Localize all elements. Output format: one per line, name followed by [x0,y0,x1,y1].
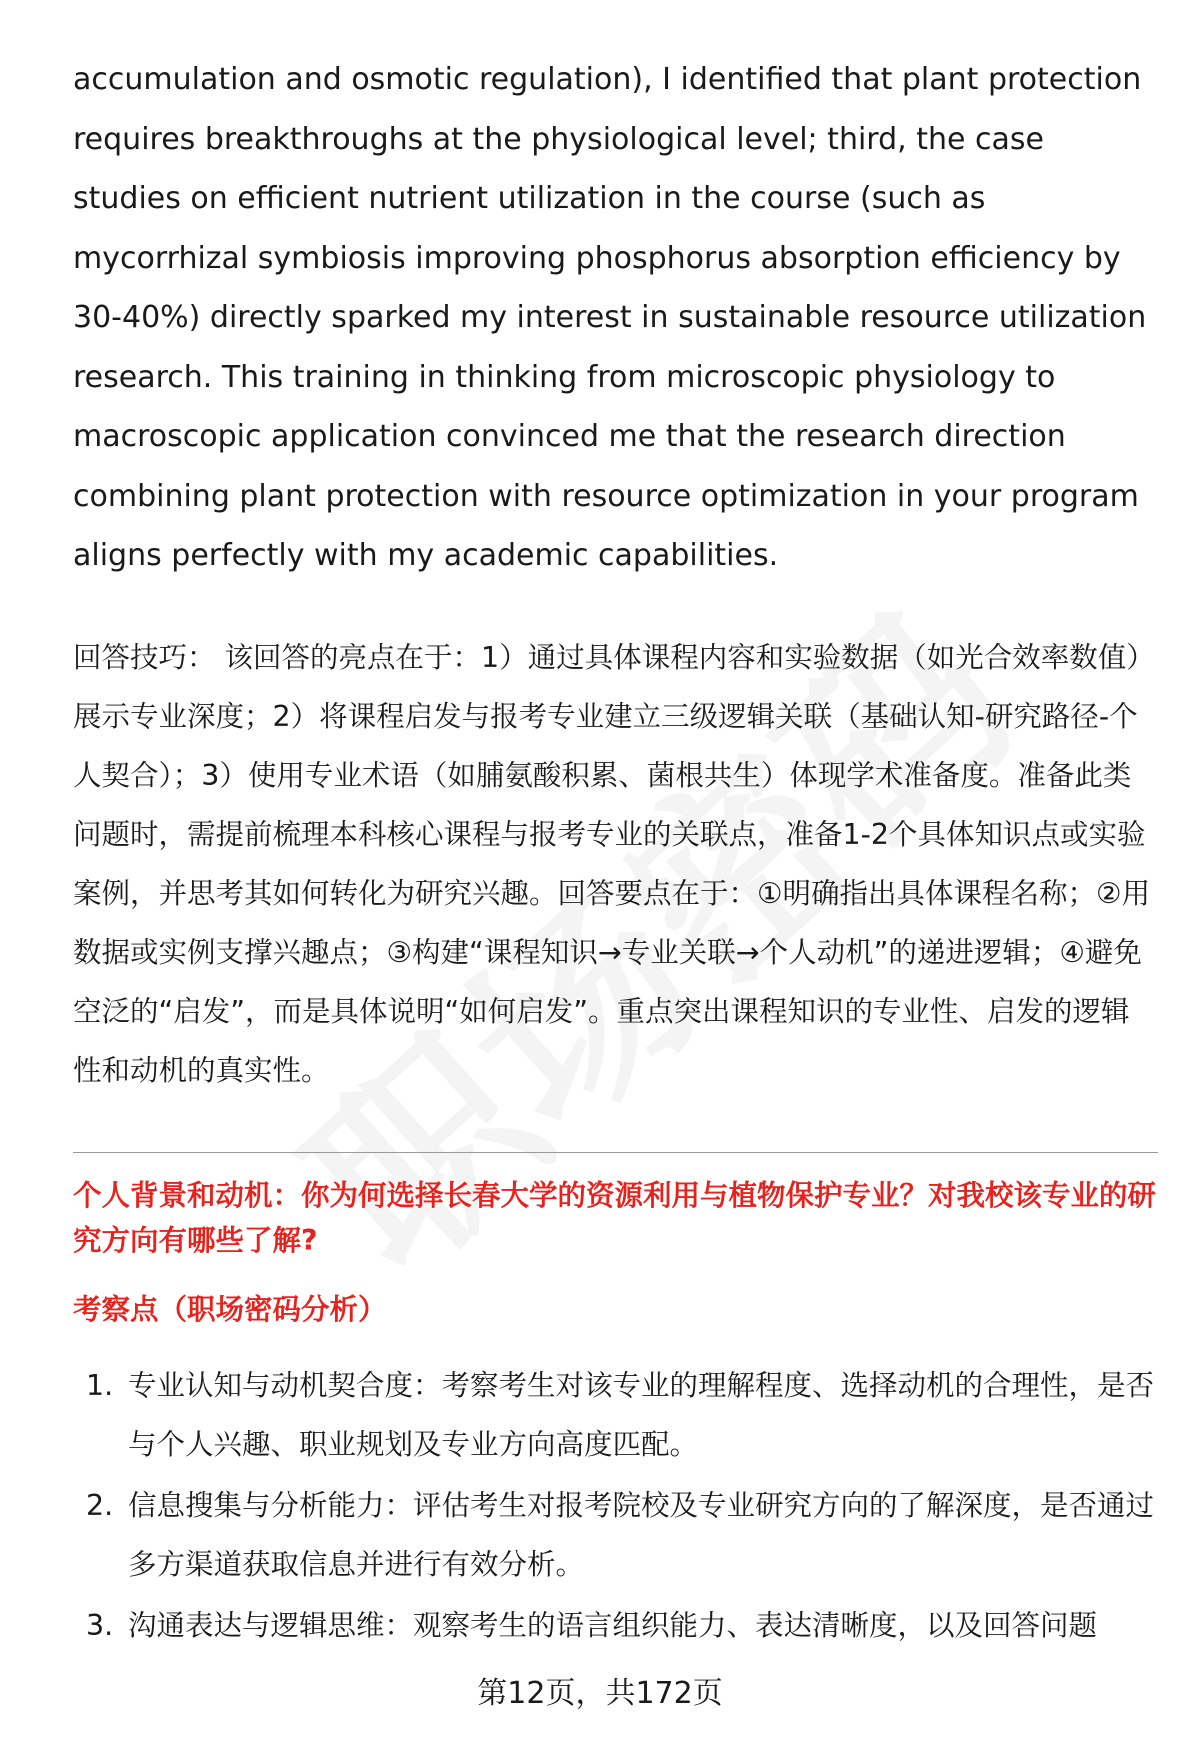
analysis-points-list [73,1356,1158,1655]
list-item-text: 沟通表达与逻辑思维：观察考生的语言组织能力、表达清晰度，以及回答问题 [128,1608,1098,1642]
list-item-text: 信息搜集与分析能力：评估考生对报考院校及专业研究方向的了解深度，是否通过多方渠道获取信息并进行有效分析。 [128,1488,1155,1581]
list-item-text: 专业认知与动机契合度：考察考生对该专业的理解程度、选择动机的合理性，是否与个人兴趣、职业规划及专业方向高度匹配。 [128,1368,1155,1461]
section-divider [73,1152,1158,1153]
answer-tip-paragraph: 回答技巧： 该回答的亮点在于：1）通过具体课程内容和实验数据（如光合效率数值）展示专业深度；2）将课程启发与报考专业建立三级逻辑关联（基础认知-研究路径-个人契合）；3）使用专业术语（如脯氨酸积累、菌根共生）体现学术准备度。准备此类问题时，需提前梳理本科核心课程与报考专业的关联点，准备1-2个具体知识点或实验案例，并思考其如何转化为研究兴趣。回答要点在于：①明确指出具体课程名称；②用数据或实例支撑兴趣点；③构建“课程知识→专业关联→个人动机”的递进逻辑；④避免空泛的“启发”，而是具体说明“如何启发”。重点突出课程知识的专业性、启发的逻辑性和动机的真实性。 [73,640,1155,1087]
english-paragraph: accumulation and osmotic regulation), I identified that plant protection requires breakthroughs at the physiological level; third, the case studies on efficient nutrient utilization in the course (such as mycorrhizal symbiosis improving phosphorus absorption efficiency by 30-40%) directly sparked my interest in sustainable resource utilization research. This training in thinking from microscopic physiology to macroscopic application convinced me that the research direction combining plant protection with resource optimization in your program aligns perfectly with my academic capabilities. [73,62,1147,573]
question-heading: 个人背景和动机：你为何选择长春大学的资源利用与植物保护专业？对我校该专业的研究方向有哪些了解? [73,1178,1157,1257]
list-item [73,1476,1158,1594]
list-item-number: 1. [86,1368,114,1402]
list-item [73,1356,1158,1474]
list-item [73,1596,1158,1655]
document-page [73,50,1158,1657]
list-item-number: 3. [86,1608,114,1642]
list-item-number: 2. [86,1488,114,1522]
analysis-heading: 考察点（职场密码分析） [73,1292,387,1326]
page-number-footer: 第12页，共172页 [477,1676,723,1711]
